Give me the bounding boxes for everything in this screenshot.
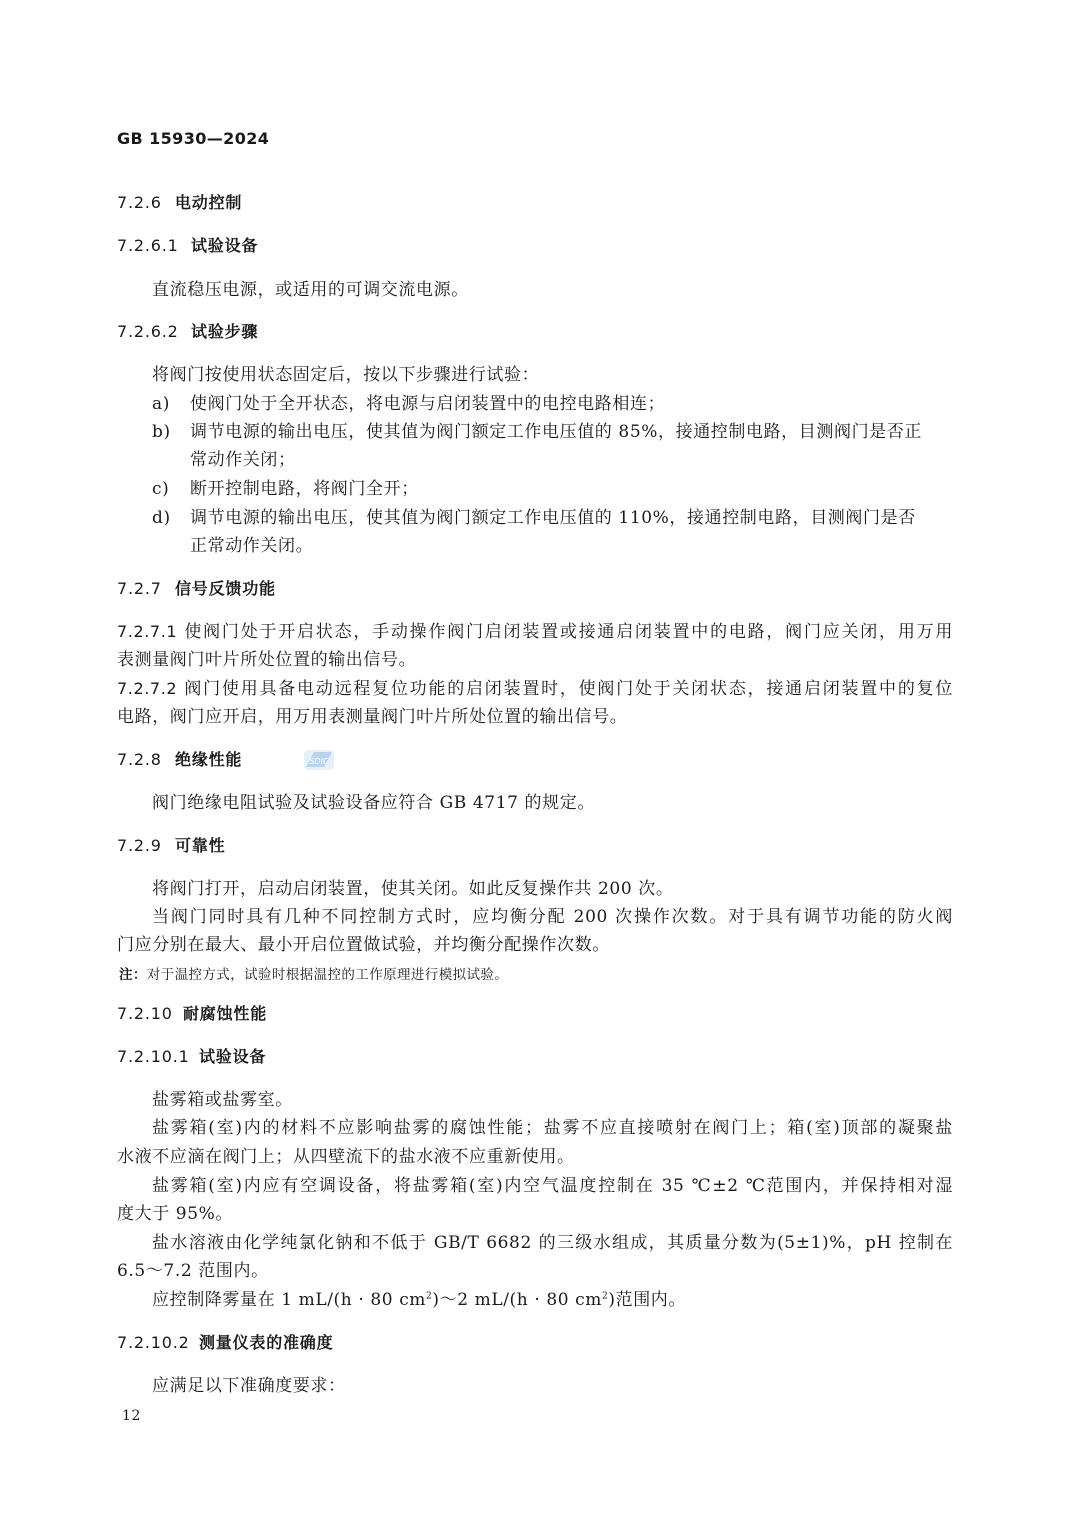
paragraph: 盐雾箱(室)内应有空调设备，将盐雾箱(室)内空气温度控制在 35 ℃±2 ℃范围内，并保持相对湿 — [152, 1176, 953, 1196]
svg-text:SDIC: SDIC — [309, 757, 329, 766]
text-run: )范围内。 — [608, 1290, 686, 1310]
section-heading-7-2-6 — [117, 192, 242, 214]
list-item — [152, 507, 916, 529]
list-text: 使阀门处于全开状态，将电源与启闭装置中的电控电路相连； — [190, 394, 666, 414]
superscript: 2 — [602, 1291, 609, 1302]
paragraph: 盐雾箱(室)内的材料不应影响盐雾的腐蚀性能；盐雾不应直接喷射在阀门上；箱(室)顶部的凝聚盐 — [152, 1118, 953, 1138]
list-item — [152, 478, 419, 500]
note — [119, 964, 508, 986]
section-title: 试验步骤 — [191, 322, 259, 341]
paragraph-continued: 门应分别在最大、最小开启位置做试验，并均衡分配操作次数。 — [117, 935, 610, 955]
clause-number: 7.2.7.2 — [117, 679, 178, 698]
section-title: 信号反馈功能 — [175, 579, 276, 598]
paragraph-continued: 水液不应滴在阀门上；从四壁流下的盐水液不应重新使用。 — [117, 1147, 575, 1167]
list-text: 调节电源的输出电压，使其值为阀门额定工作电压值的 85%，接通控制电路，目测阀门是否正 — [190, 422, 922, 442]
paragraph: 阀门绝缘电阻试验及试验设备应符合 GB 4717 的规定。 — [152, 793, 595, 813]
clause-7-2-7-1 — [117, 621, 953, 643]
list-text: 调节电源的输出电压，使其值为阀门额定工作电压值的 110%，接通控制电路，目测阀门是否 — [190, 508, 916, 528]
section-heading-7-2-7 — [117, 578, 276, 600]
section-title: 耐腐蚀性能 — [183, 1004, 268, 1023]
publisher-logo-icon — [302, 747, 336, 773]
section-title: 试验设备 — [191, 236, 259, 255]
section-title: 可靠性 — [175, 836, 226, 855]
clause-text-continued: 表测量阀门叶片所处位置的输出信号。 — [117, 650, 417, 670]
paragraph: 盐水溶液由化学纯氯化钠和不低于 GB/T 6682 的三级水组成，其质量分数为(5±1)%，pH 控制在 — [152, 1233, 953, 1253]
paragraph: 将阀门打开，启动启闭装置，使其关闭。如此反复操作共 200 次。 — [152, 879, 674, 899]
clause-text: 阀门使用具备电动远程复位功能的启闭装置时，使阀门处于关闭状态，接通启闭装置中的复位 — [184, 679, 953, 699]
list-item — [152, 421, 922, 443]
paragraph-continued: 度大于 95%。 — [117, 1204, 233, 1224]
note-label: 注： — [119, 967, 147, 983]
list-item — [152, 393, 665, 415]
list-marker: d) — [152, 508, 171, 528]
section-number: 7.2.6.1 — [117, 236, 179, 255]
list-marker: c) — [152, 479, 170, 499]
text-run: 应控制降雾量在 1 mL/(h · 80 cm — [152, 1290, 427, 1310]
page-number: 12 — [122, 1408, 142, 1424]
clause-number: 7.2.7.1 — [117, 622, 178, 641]
standard-id: GB 15930—2024 — [117, 129, 270, 148]
section-number: 7.2.9 — [117, 836, 162, 855]
paragraph-continued: 6.5～7.2 范围内。 — [117, 1261, 269, 1281]
paragraph: 应满足以下准确度要求： — [152, 1376, 346, 1396]
paragraph: 直流稳压电源，或适用的可调交流电源。 — [152, 280, 469, 300]
text-run: )～2 mL/(h · 80 cm — [432, 1290, 603, 1310]
clause-7-2-7-2 — [117, 678, 953, 700]
section-number: 7.2.7 — [117, 579, 162, 598]
section-number: 7.2.6.2 — [117, 322, 179, 341]
section-number: 7.2.6 — [117, 193, 162, 212]
section-heading-7-2-10 — [117, 1003, 267, 1025]
section-heading-7-2-6-1 — [117, 235, 258, 257]
section-heading-7-2-9 — [117, 835, 225, 857]
list-text-continued: 常动作关闭； — [190, 450, 296, 470]
section-heading-7-2-10-2 — [117, 1332, 333, 1354]
note-text: 对于温控方式，试验时根据温控的工作原理进行模拟试验。 — [146, 967, 509, 983]
list-text-continued: 正常动作关闭。 — [190, 536, 314, 556]
section-number: 7.2.8 — [117, 750, 162, 769]
section-heading-7-2-10-1 — [117, 1046, 266, 1068]
clause-text-continued: 电路，阀门应开启，用万用表测量阀门叶片所处位置的输出信号。 — [117, 707, 628, 727]
paragraph: 当阀门同时具有几种不同控制方式时，应均衡分配 200 次操作次数。对于具有调节功能的防火阀 — [152, 907, 953, 927]
list-marker: a) — [152, 394, 170, 414]
section-title: 电动控制 — [175, 193, 243, 212]
list-text: 断开控制电路，将阀门全开； — [190, 479, 419, 499]
paragraph: 盐雾箱或盐雾室。 — [152, 1090, 293, 1110]
list-marker: b) — [152, 422, 171, 442]
paragraph: 将阀门按使用状态固定后，按以下步骤进行试验： — [152, 365, 540, 385]
section-heading-7-2-6-2 — [117, 321, 258, 343]
section-number: 7.2.10.2 — [117, 1333, 190, 1352]
paragraph — [152, 1289, 686, 1311]
section-title: 试验设备 — [199, 1047, 267, 1066]
section-title: 绝缘性能 — [175, 750, 243, 769]
section-number: 7.2.10.1 — [117, 1047, 190, 1066]
clause-text: 使阀门处于开启状态，手动操作阀门启闭装置或接通启闭装置中的电路，阀门应关闭，用万用 — [184, 622, 953, 642]
superscript: 2 — [426, 1291, 433, 1302]
section-number: 7.2.10 — [117, 1004, 173, 1023]
section-heading-7-2-8 — [117, 749, 242, 771]
section-title: 测量仪表的准确度 — [199, 1333, 334, 1352]
